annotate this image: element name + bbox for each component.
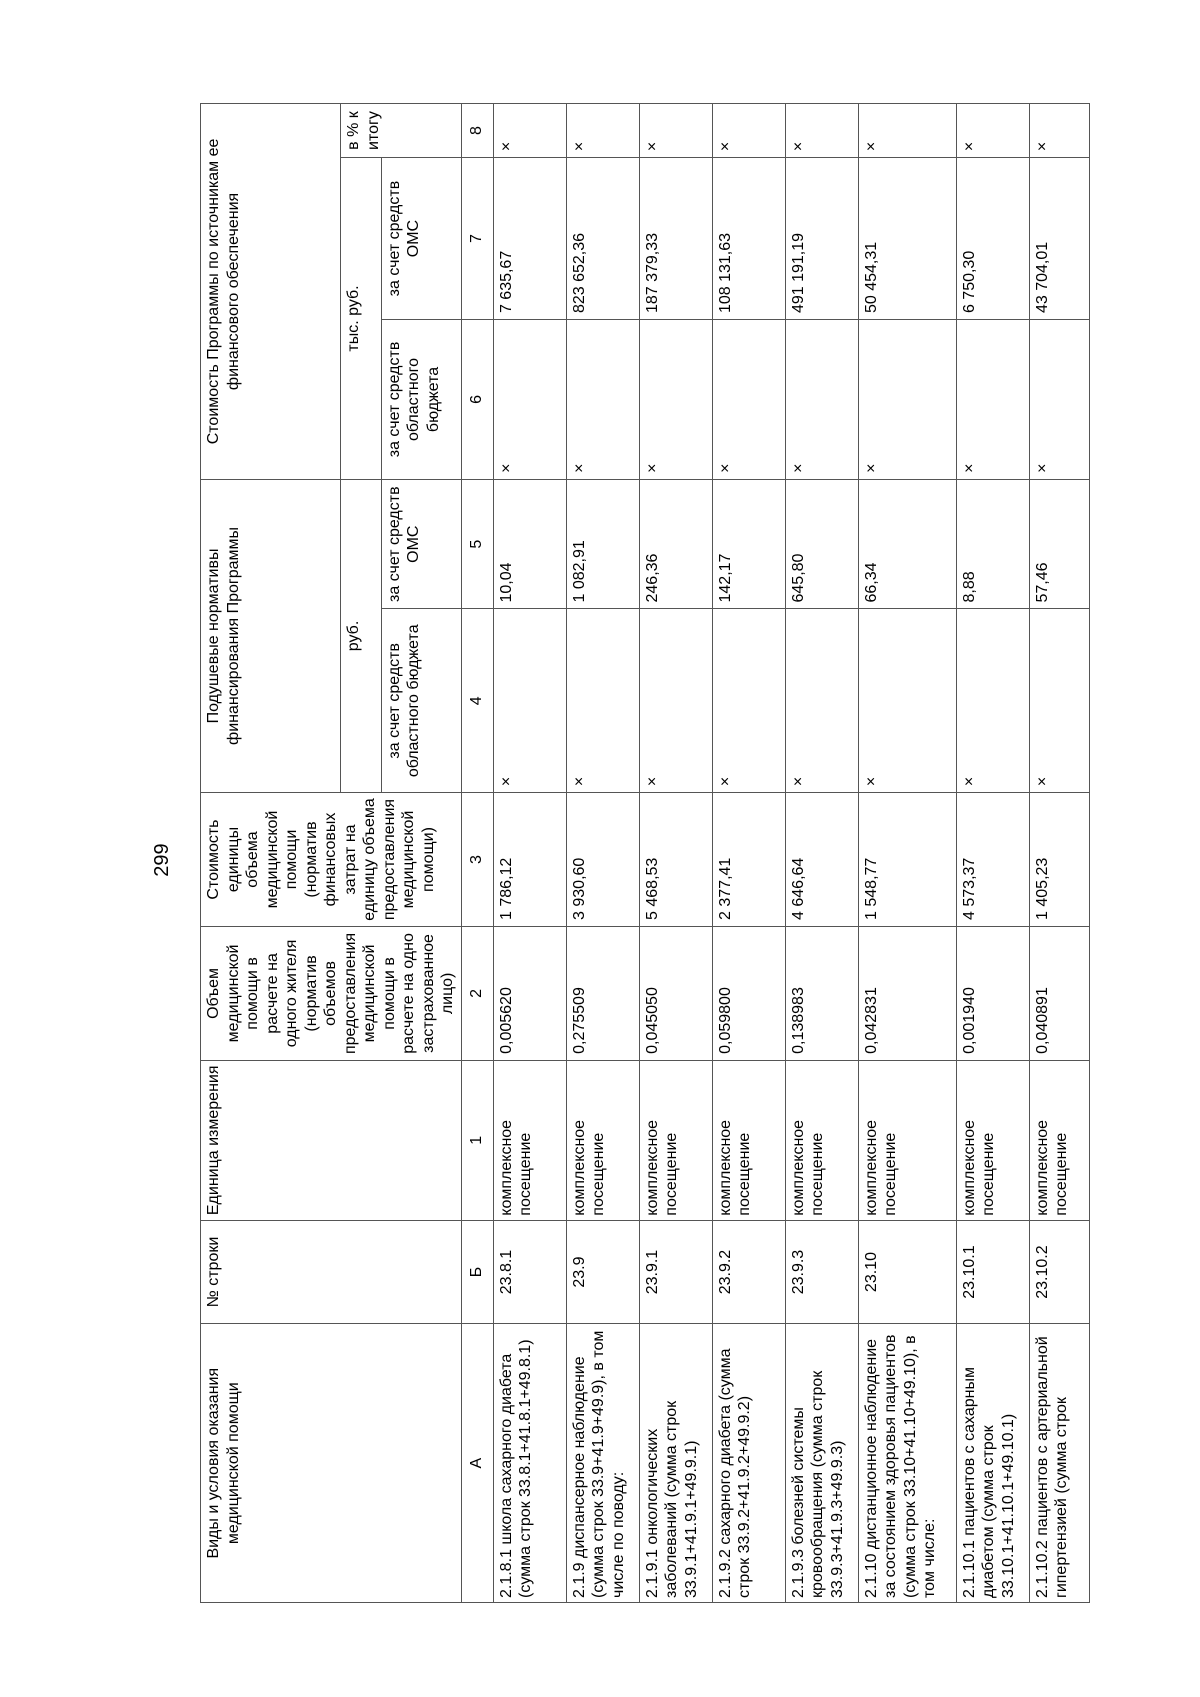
row-cost-budget: × bbox=[1029, 320, 1089, 480]
row-cost-oms: 823 652,36 bbox=[566, 158, 639, 320]
row-norm-budget: × bbox=[956, 609, 1029, 793]
row-unit: комплексное посещение bbox=[493, 1060, 566, 1220]
row-cost-oms: 187 379,33 bbox=[639, 158, 712, 320]
row-cost: 4 573,37 bbox=[956, 793, 1029, 927]
colnum-1: 1 bbox=[461, 1060, 493, 1220]
row-cost-budget: × bbox=[956, 320, 1029, 480]
row-cost: 5 468,53 bbox=[639, 793, 712, 927]
header-col-2: Объем медицинской помощи в расчете на одного жителя (норматив объемов предоставления медицинской помощи в расчете на одно застрахованное лицо) bbox=[201, 926, 462, 1060]
row-unit: комплексное посещение bbox=[712, 1060, 785, 1220]
row-norm-oms: 66,34 bbox=[858, 479, 956, 609]
row-percent: × bbox=[493, 104, 566, 158]
colnum-7: 7 bbox=[461, 158, 493, 320]
row-line-number: 23.8.1 bbox=[493, 1220, 566, 1324]
header-col-a: Виды и условия оказания медицинской помощи bbox=[201, 1324, 462, 1603]
row-percent: × bbox=[785, 104, 858, 158]
row-unit: комплексное посещение bbox=[1029, 1060, 1089, 1220]
row-norm-budget: × bbox=[1029, 609, 1089, 793]
row-name: 2.1.9.2 сахарного диабета (сумма строк 33.9.2+41.9.2+49.9.2) bbox=[712, 1324, 785, 1603]
header-thous-rub: тыс. руб. bbox=[341, 158, 382, 480]
row-name: 2.1.9.3 болезней системы кровообращения (сумма строк 33.9.3+41.9.3+49.9.3) bbox=[785, 1324, 858, 1603]
colnum-3: 3 bbox=[461, 793, 493, 927]
row-norm-budget: × bbox=[785, 609, 858, 793]
row-norm-budget: × bbox=[639, 609, 712, 793]
row-unit: комплексное посещение bbox=[639, 1060, 712, 1220]
row-line-number: 23.9.3 bbox=[785, 1220, 858, 1324]
row-unit: комплексное посещение bbox=[858, 1060, 956, 1220]
row-line-number: 23.9 bbox=[566, 1220, 639, 1324]
row-cost-budget: × bbox=[712, 320, 785, 480]
colnum-2: 2 bbox=[461, 926, 493, 1060]
row-line-number: 23.10.1 bbox=[956, 1220, 1029, 1324]
table-row bbox=[785, 104, 858, 1603]
header-col-7: за счет средств ОМС bbox=[381, 158, 461, 320]
row-cost: 4 646,64 bbox=[785, 793, 858, 927]
row-cost-oms: 43 704,01 bbox=[1029, 158, 1089, 320]
row-cost-budget: × bbox=[639, 320, 712, 480]
row-percent: × bbox=[858, 104, 956, 158]
row-cost-oms: 6 750,30 bbox=[956, 158, 1029, 320]
table-row bbox=[956, 104, 1029, 1603]
table-row bbox=[712, 104, 785, 1603]
row-name: 2.1.9 диспансерное наблюдение (сумма строк 33.9+41.9+49.9), в том числе по поводу: bbox=[566, 1324, 639, 1603]
row-cost: 1 786,12 bbox=[493, 793, 566, 927]
header-rub: руб. bbox=[341, 479, 382, 792]
row-percent: × bbox=[566, 104, 639, 158]
header-col-4: за счет средств областного бюджета bbox=[381, 609, 461, 793]
row-volume: 0,059800 bbox=[712, 926, 785, 1060]
header-col-8: в % к итогу bbox=[341, 104, 462, 158]
row-norm-budget: × bbox=[566, 609, 639, 793]
row-cost: 2 377,41 bbox=[712, 793, 785, 927]
row-cost-oms: 491 191,19 bbox=[785, 158, 858, 320]
row-unit: комплексное посещение bbox=[566, 1060, 639, 1220]
row-unit: комплексное посещение bbox=[785, 1060, 858, 1220]
rotated-table-container bbox=[200, 103, 1110, 1603]
row-volume: 0,001940 bbox=[956, 926, 1029, 1060]
table-row bbox=[639, 104, 712, 1603]
row-percent: × bbox=[1029, 104, 1089, 158]
table-row bbox=[858, 104, 956, 1603]
row-cost-oms: 7 635,67 bbox=[493, 158, 566, 320]
row-name: 2.1.8.1 школа сахарного диабета (сумма строк 33.8.1+41.8.1+49.8.1) bbox=[493, 1324, 566, 1603]
row-norm-budget: × bbox=[712, 609, 785, 793]
row-cost-oms: 50 454,31 bbox=[858, 158, 956, 320]
colnum-a: А bbox=[461, 1324, 493, 1603]
row-cost-budget: × bbox=[566, 320, 639, 480]
row-norm-oms: 10,04 bbox=[493, 479, 566, 609]
row-cost-budget: × bbox=[493, 320, 566, 480]
row-name: 2.1.9.1 онкологических заболеваний (сумма строк 33.9.1+41.9.1+49.9.1) bbox=[639, 1324, 712, 1603]
row-cost-oms: 108 131,63 bbox=[712, 158, 785, 320]
colnum-4: 4 bbox=[461, 609, 493, 793]
header-col-b: № строки bbox=[201, 1220, 462, 1324]
row-cost-budget: × bbox=[785, 320, 858, 480]
colnum-8: 8 bbox=[461, 104, 493, 158]
row-name: 2.1.10.2 пациентов с артериальной гипертензией (сумма строк bbox=[1029, 1324, 1089, 1603]
row-volume: 0,045050 bbox=[639, 926, 712, 1060]
table-row bbox=[493, 104, 566, 1603]
row-cost-budget: × bbox=[858, 320, 956, 480]
row-volume: 0,040891 bbox=[1029, 926, 1089, 1060]
row-cost: 3 930,60 bbox=[566, 793, 639, 927]
row-volume: 0,042831 bbox=[858, 926, 956, 1060]
row-volume: 0,138983 bbox=[785, 926, 858, 1060]
colnum-5: 5 bbox=[461, 479, 493, 609]
row-line-number: 23.9.1 bbox=[639, 1220, 712, 1324]
program-cost-table bbox=[200, 103, 1090, 1603]
row-percent: × bbox=[639, 104, 712, 158]
row-volume: 0,275509 bbox=[566, 926, 639, 1060]
row-name: 2.1.10.1 пациентов с сахарным диабетом (сумма строк 33.10.1+41.10.1+49.10.1) bbox=[956, 1324, 1029, 1603]
row-norm-oms: 57,46 bbox=[1029, 479, 1089, 609]
row-norm-budget: × bbox=[493, 609, 566, 793]
row-norm-budget: × bbox=[858, 609, 956, 793]
table-row bbox=[1029, 104, 1089, 1603]
page-number: 299 bbox=[151, 843, 173, 877]
header-col-1: Единица измерения bbox=[201, 1060, 462, 1220]
header-col-3: Стоимость единицы объема медицинской помощи (норматив финансовых затрат на единицу объема предоставления медицинской помощи) bbox=[201, 793, 462, 927]
colnum-6: 6 bbox=[461, 320, 493, 480]
table-row bbox=[566, 104, 639, 1603]
row-unit: комплексное посещение bbox=[956, 1060, 1029, 1220]
row-line-number: 23.10 bbox=[858, 1220, 956, 1324]
row-cost: 1 405,23 bbox=[1029, 793, 1089, 927]
row-norm-oms: 142,17 bbox=[712, 479, 785, 609]
header-col-5: за счет средств ОМС bbox=[381, 479, 461, 609]
row-name: 2.1.10 дистанционное наблюдение за состоянием здоровья пациентов (сумма строк 33.10+41.10+49.10), в том числе: bbox=[858, 1324, 956, 1603]
header-group-cost: Стоимость Программы по источникам ее финансового обеспечения bbox=[201, 104, 341, 480]
row-norm-oms: 645,80 bbox=[785, 479, 858, 609]
header-group-norms: Подушевые нормативы финансирования Программы bbox=[201, 479, 341, 792]
row-percent: × bbox=[712, 104, 785, 158]
row-percent: × bbox=[956, 104, 1029, 158]
header-col-6: за счет средств областного бюджета bbox=[381, 320, 461, 480]
row-line-number: 23.10.2 bbox=[1029, 1220, 1089, 1324]
row-line-number: 23.9.2 bbox=[712, 1220, 785, 1324]
row-volume: 0,005620 bbox=[493, 926, 566, 1060]
column-number-row bbox=[461, 104, 493, 1603]
colnum-b: Б bbox=[461, 1220, 493, 1324]
row-cost: 1 548,77 bbox=[858, 793, 956, 927]
row-norm-oms: 1 082,91 bbox=[566, 479, 639, 609]
row-norm-oms: 246,36 bbox=[639, 479, 712, 609]
row-norm-oms: 8,88 bbox=[956, 479, 1029, 609]
